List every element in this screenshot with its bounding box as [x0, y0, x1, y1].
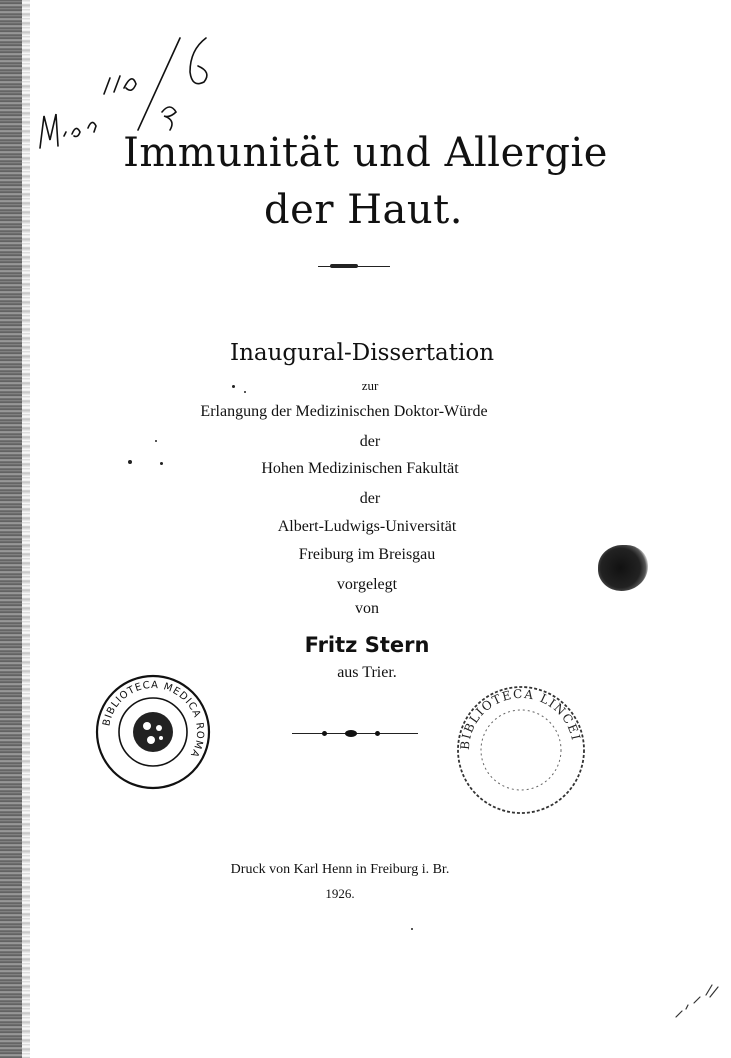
- library-stamp-right: [454, 683, 589, 818]
- line-erlangung: Erlangung der Medizinischen Doktor-Würde: [200, 403, 488, 420]
- author-name: Fritz Stern: [304, 633, 430, 657]
- title-divider-ornament: [330, 264, 358, 268]
- author-origin: aus Trier.: [337, 664, 397, 681]
- line-zur: zur: [361, 378, 379, 393]
- ink-speck: [155, 440, 157, 442]
- title-line-1: Immunität und Allergie: [123, 130, 608, 176]
- line-city: Freiburg im Breisgau: [298, 546, 436, 563]
- ink-speck: [232, 385, 235, 388]
- ink-speck: [128, 460, 132, 464]
- printer-imprint: Druck von Karl Henn in Freiburg i. Br.: [230, 862, 450, 877]
- line-der-1: der: [359, 433, 381, 450]
- ink-speck: [244, 391, 246, 393]
- pencil-marks: [672, 975, 722, 1025]
- ink-speck: [160, 462, 163, 465]
- library-stamp-left: [93, 672, 213, 792]
- ink-speck: [411, 928, 413, 930]
- ornamental-rule-dot-right: [375, 731, 380, 736]
- line-university: Albert-Ludwigs-Universität: [277, 518, 457, 535]
- line-von: von: [355, 600, 379, 617]
- line-vorgelegt: vorgelegt: [336, 576, 398, 593]
- publication-year: 1926.: [325, 886, 355, 901]
- ornamental-rule-center: [345, 730, 357, 737]
- title-line-2: der Haut.: [264, 187, 463, 233]
- svg-text:BIBLIOTECA MEDICA ROMA: BIBLIOTECA MEDICA ROMA: [101, 679, 206, 760]
- line-der-2: der: [359, 490, 381, 507]
- line-faculty: Hohen Medizinischen Fakultät: [261, 460, 459, 477]
- ornamental-rule-dot-left: [322, 731, 327, 736]
- svg-text:BIBLIOTECA LINCEI: BIBLIOTECA LINCEI: [457, 686, 584, 751]
- dissertation-heading: Inaugural-Dissertation: [229, 340, 495, 366]
